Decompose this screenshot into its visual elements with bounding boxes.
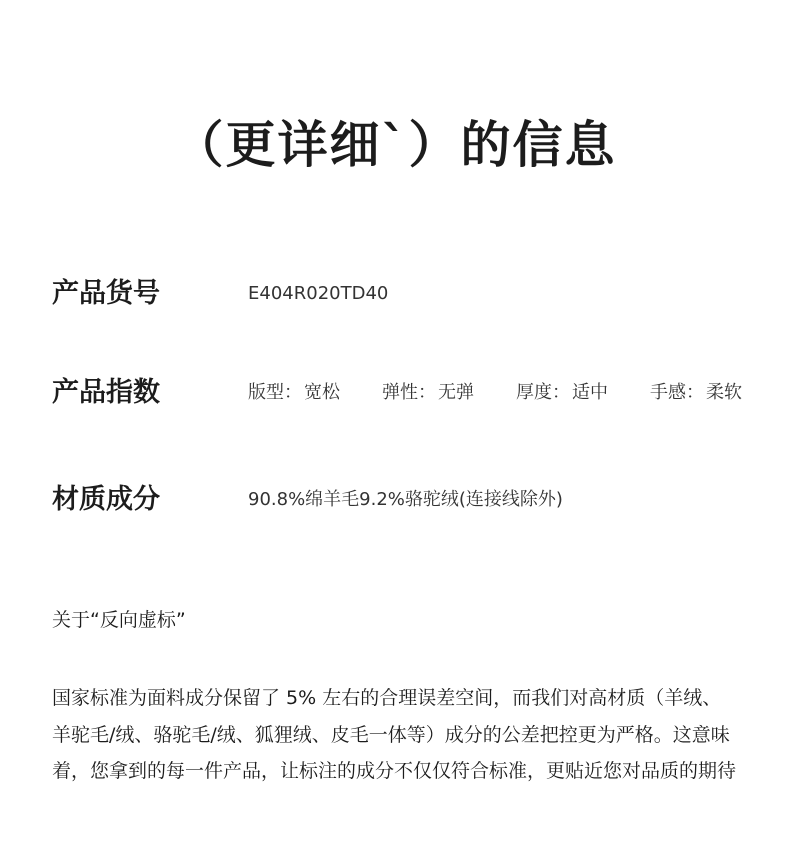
page-title: （更详细`）的信息 [173, 116, 617, 174]
index-thickness-value: 适中 [572, 382, 608, 403]
note-heading: 关于“反向虚标” [52, 609, 186, 631]
material-label: 材质成分 [52, 484, 160, 515]
index-fit-value: 宽松 [304, 382, 340, 403]
index-hand-feel [650, 380, 742, 406]
index-elasticity-name: 弹性： [382, 382, 436, 403]
product-indices-list [248, 380, 742, 406]
index-thickness-name: 厚度： [516, 382, 570, 403]
index-hand-feel-name: 手感： [650, 382, 704, 403]
product-indices-label: 产品指数 [52, 377, 160, 408]
material-value: 90.8%绵羊毛9.2%骆驼绒(连接线除外) [248, 489, 563, 510]
note-body: 国家标准为面料成分保留了 5% 左右的合理误差空间，而我们对高材质（羊绒、羊驼毛/绒、骆驼毛/绒、狐狸绒、皮毛一体等）成分的公差把控更为严格。这意味着，您拿到的每一件产品，让标注的成分不仅仅符合标准，更贴近您对品质的期待 [52, 687, 737, 782]
index-thickness [516, 380, 608, 406]
product-code-label: 产品货号 [52, 278, 160, 309]
product-code-value: E404R020TD40 [248, 283, 389, 304]
index-elasticity-value: 无弹 [438, 382, 474, 403]
index-hand-feel-value: 柔软 [706, 382, 742, 403]
index-elasticity [382, 380, 474, 406]
index-fit-name: 版型： [248, 382, 302, 403]
index-fit [248, 380, 340, 406]
